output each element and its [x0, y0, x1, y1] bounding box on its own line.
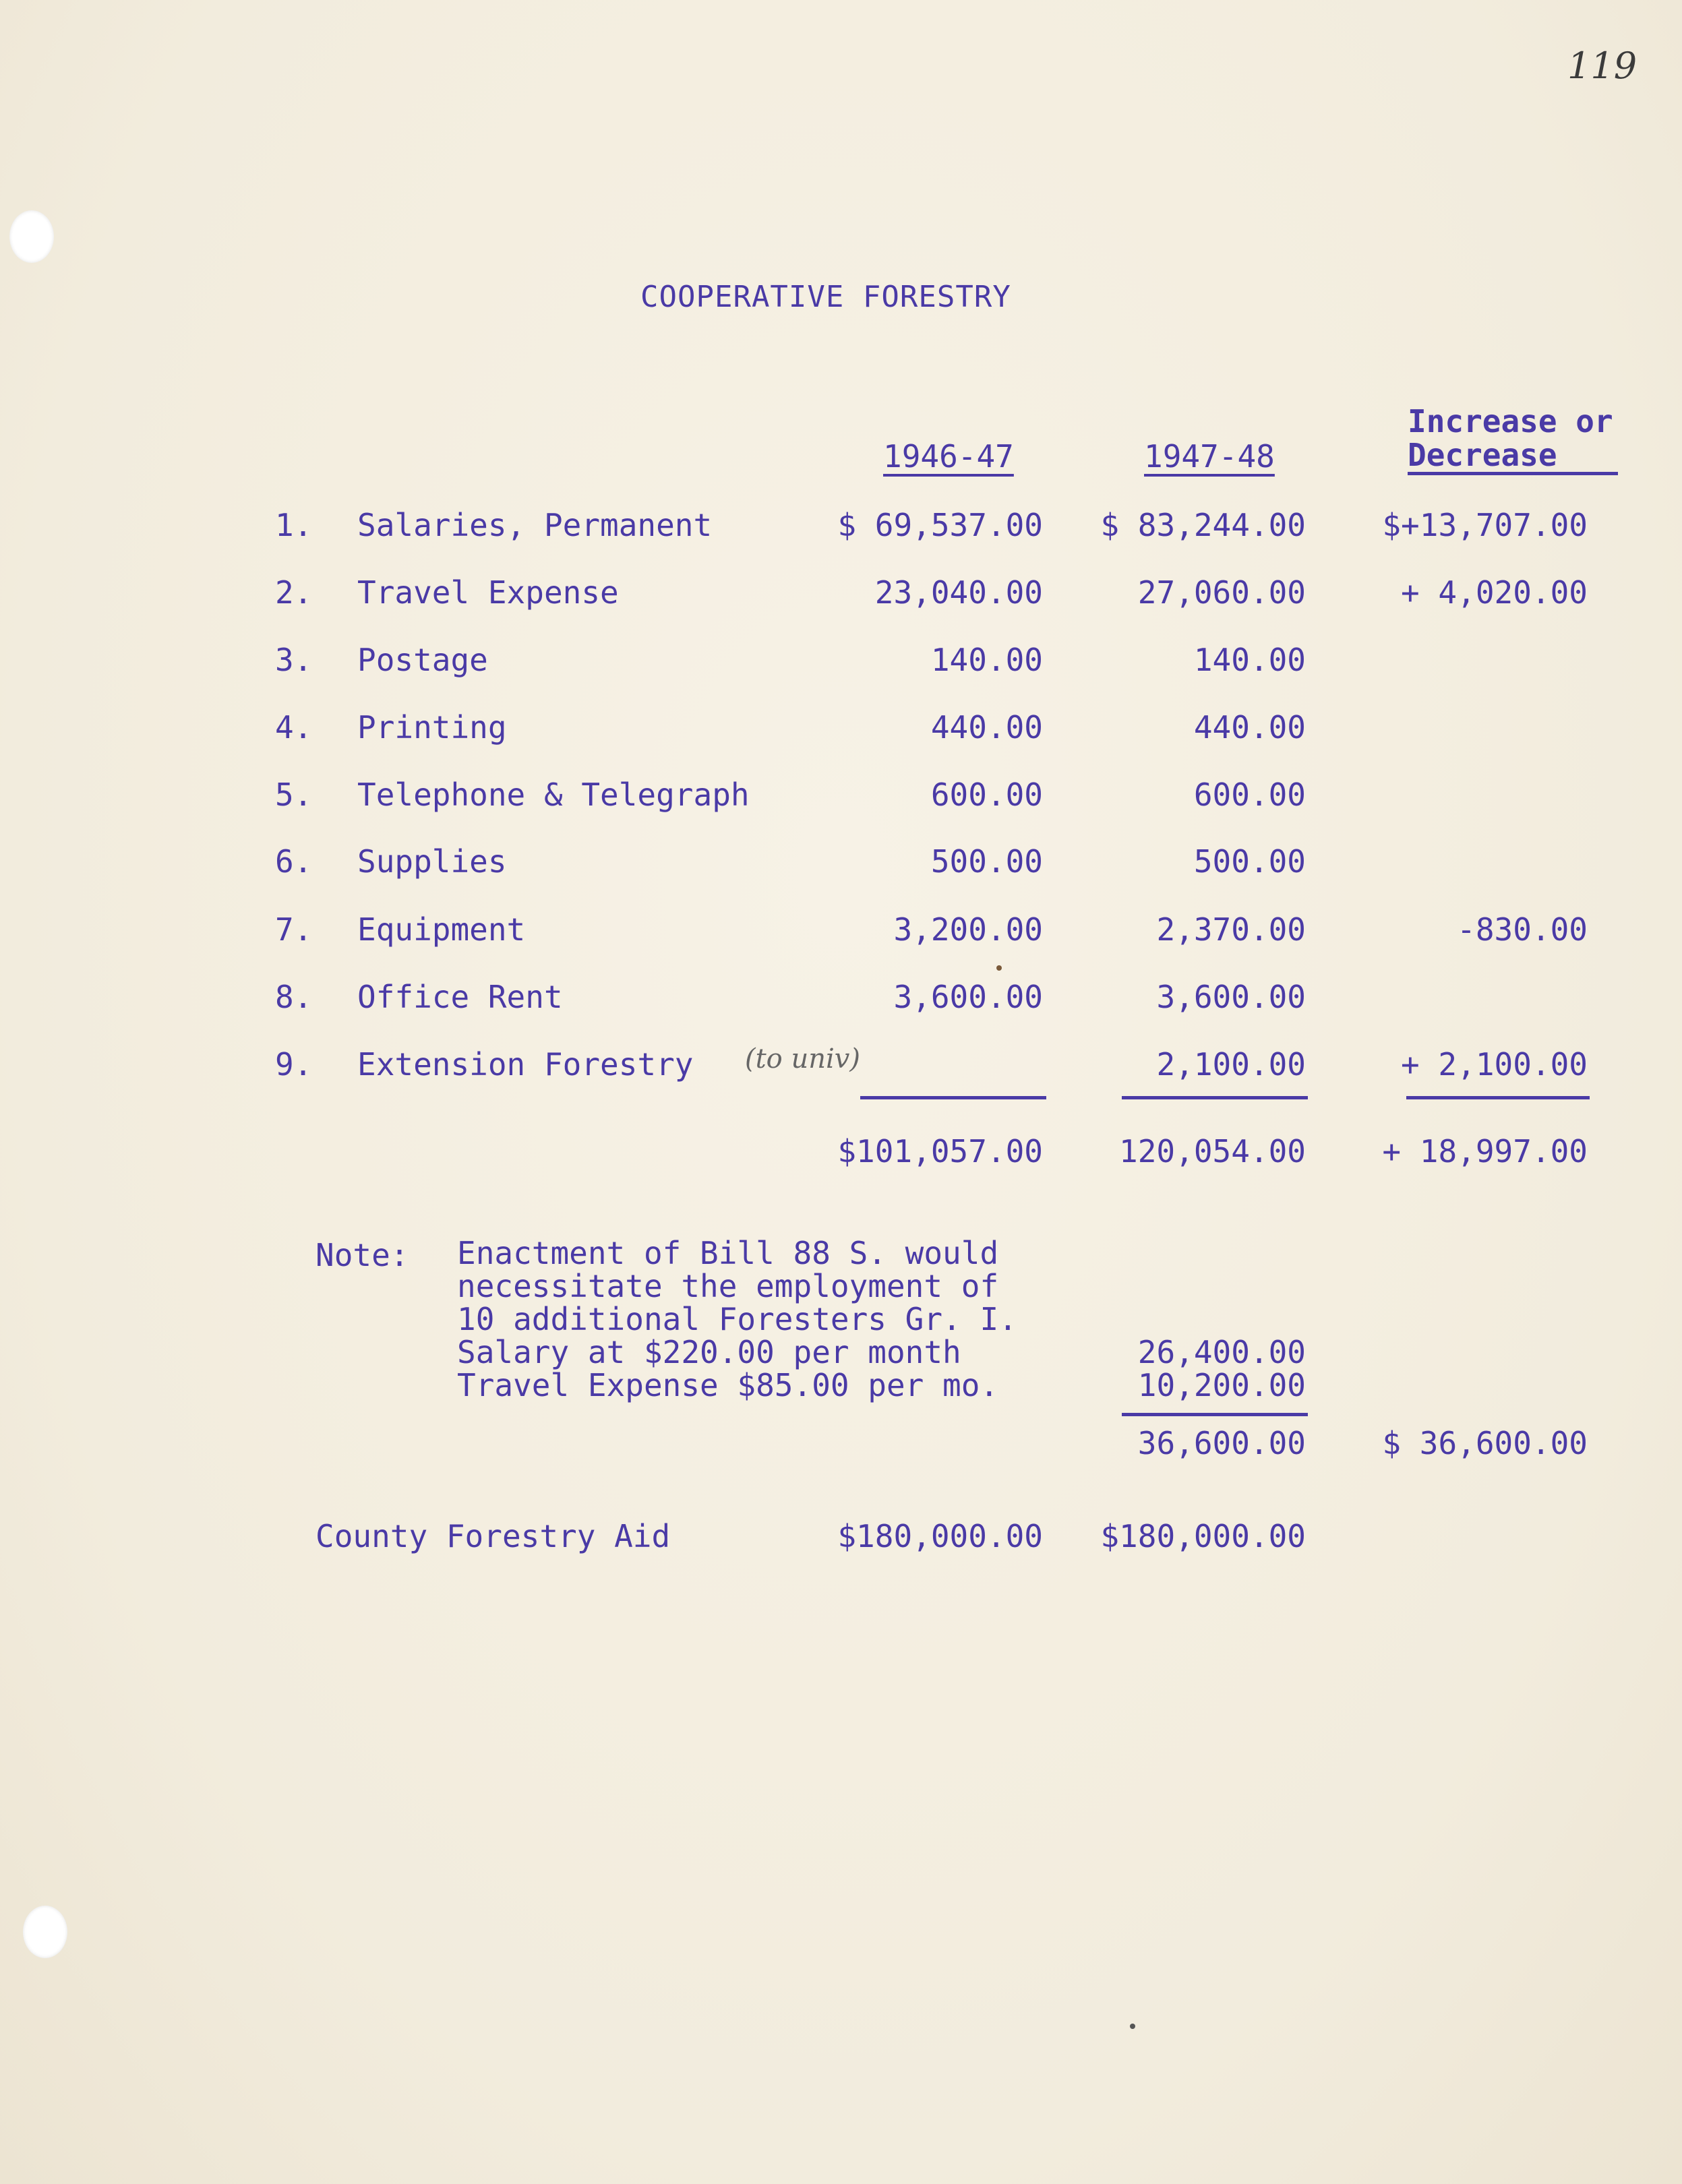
item-number: 1. — [275, 507, 313, 543]
page-number: 119 — [1567, 44, 1638, 87]
item-label: Supplies — [357, 843, 507, 880]
header-year-1946-47: 1946-47 — [883, 438, 1014, 475]
total-1947-48: 120,054.00 — [1119, 1133, 1306, 1170]
punch-hole-bottom — [23, 1906, 67, 1958]
item-amount-1947-48: 2,370.00 — [1156, 911, 1306, 948]
county-amount-1947-48: $180,000.00 — [1100, 1518, 1306, 1554]
header-increase-decrease — [1408, 404, 1618, 475]
handwritten-annotation: (to univ) — [745, 1043, 860, 1074]
note-line: necessitate the employment of — [457, 1268, 999, 1304]
item-amount-1947-48: $ 83,244.00 — [1100, 507, 1306, 543]
item-number: 9. — [275, 1046, 313, 1083]
item-label: Office Rent — [357, 979, 563, 1015]
item-amount-1946-47: 23,040.00 — [874, 574, 1043, 611]
item-amount-1946-47: 140.00 — [930, 642, 1043, 678]
note-subtotal: 36,600.00 — [1137, 1425, 1306, 1461]
note-subtotal-rule — [1122, 1413, 1308, 1416]
item-amount-1946-47: 440.00 — [930, 709, 1043, 746]
total-rule-1947-48 — [1122, 1096, 1308, 1099]
item-number: 6. — [275, 843, 313, 880]
item-change: + 4,020.00 — [1401, 574, 1588, 611]
item-amount-1947-48: 440.00 — [1193, 709, 1306, 746]
item-amount-1947-48: 140.00 — [1193, 642, 1306, 678]
item-amount-1946-47: 3,200.00 — [893, 911, 1043, 948]
item-amount-1947-48: 600.00 — [1193, 777, 1306, 813]
page-title: COOPERATIVE FORESTRY — [640, 280, 1011, 314]
item-amount-1947-48: 2,100.00 — [1156, 1046, 1306, 1083]
item-label: Salaries, Permanent — [357, 507, 713, 543]
ink-speck — [1130, 2024, 1135, 2029]
item-amount-1946-47: 500.00 — [930, 843, 1043, 880]
note-label: Note: — [316, 1237, 409, 1273]
item-number: 7. — [275, 911, 313, 948]
total-rule-1946-47 — [860, 1096, 1046, 1099]
item-amount-1947-48: 500.00 — [1193, 843, 1306, 880]
ink-speck — [996, 965, 1002, 971]
item-amount-1946-47: $ 69,537.00 — [837, 507, 1043, 543]
header-decrease-line: Decrease — [1408, 438, 1618, 475]
item-amount-1946-47: 600.00 — [930, 777, 1043, 813]
item-change: + 2,100.00 — [1401, 1046, 1588, 1083]
total-1946-47: $101,057.00 — [837, 1133, 1043, 1170]
county-amount-1946-47: $180,000.00 — [837, 1518, 1043, 1554]
county-forestry-label: County Forestry Aid — [316, 1518, 671, 1554]
note-text — [457, 1237, 1017, 1402]
item-change: -830.00 — [1457, 911, 1588, 948]
note-line: 10 additional Foresters Gr. I. — [457, 1301, 1017, 1337]
note-salary-amount: 26,400.00 — [1137, 1334, 1306, 1370]
note-line: Salary at $220.00 per month — [457, 1334, 961, 1370]
item-number: 8. — [275, 979, 313, 1015]
header-increase-line: Increase or — [1408, 403, 1613, 439]
note-travel-amount: 10,200.00 — [1137, 1367, 1306, 1403]
item-label: Printing — [357, 709, 507, 746]
note-subtotal-change: $ 36,600.00 — [1382, 1425, 1588, 1461]
item-label: Postage — [357, 642, 488, 678]
item-label: Equipment — [357, 911, 526, 948]
item-amount-1947-48: 3,600.00 — [1156, 979, 1306, 1015]
item-number: 2. — [275, 574, 313, 611]
note-line: Enactment of Bill 88 S. would — [457, 1235, 999, 1271]
item-amount-1947-48: 27,060.00 — [1137, 574, 1306, 611]
item-label: Telephone & Telegraph — [357, 777, 750, 813]
note-line: Travel Expense $85.00 per mo. — [457, 1367, 999, 1403]
header-year-1947-48: 1947-48 — [1144, 438, 1275, 475]
item-label: Extension Forestry — [357, 1046, 694, 1083]
item-number: 5. — [275, 777, 313, 813]
item-change: $+13,707.00 — [1382, 507, 1588, 543]
item-amount-1946-47: 3,600.00 — [893, 979, 1043, 1015]
total-change: + 18,997.00 — [1382, 1133, 1588, 1170]
total-rule-change — [1406, 1096, 1590, 1099]
punch-hole-top — [9, 210, 54, 263]
item-label: Travel Expense — [357, 574, 619, 611]
item-number: 4. — [275, 709, 313, 746]
item-number: 3. — [275, 642, 313, 678]
